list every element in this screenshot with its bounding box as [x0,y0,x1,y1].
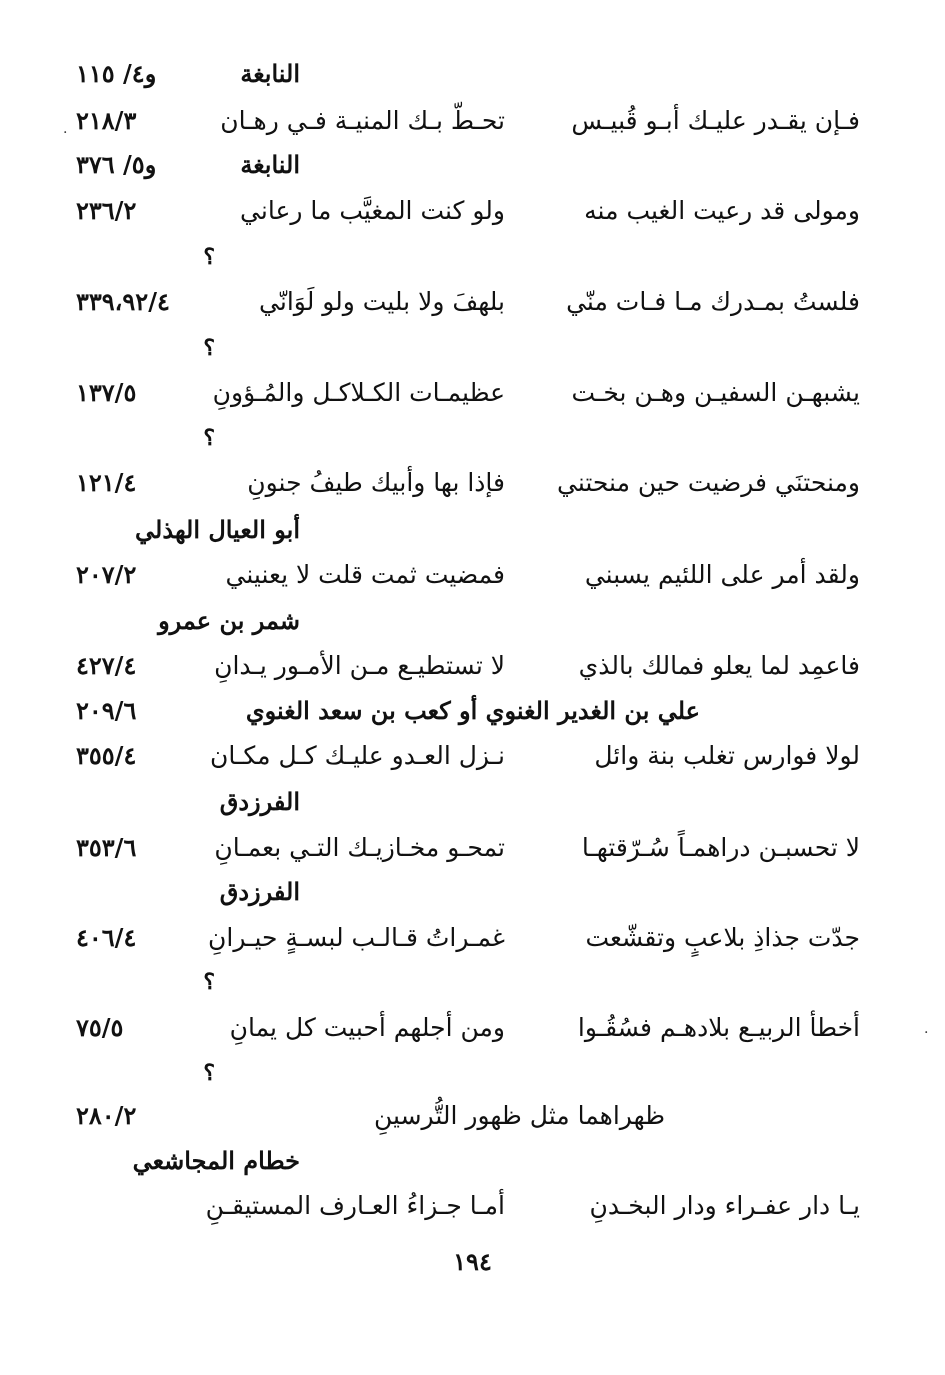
verse-row [60,734,860,778]
volume-page-reference: ٣٥٥/٤ [76,741,137,770]
first-hemistich: يـا دار عفـراء ودار البخـدنِ [589,1191,860,1220]
volume-page-reference: و٥/ ٣٧٦ [76,150,157,179]
poet-name: النابغة [240,150,300,179]
unknown-poet-mark: ؟ [203,244,215,270]
first-hemistich: لولا فوارس تغلب بنة وائل [594,741,860,770]
volume-page-reference: ٢٨٠/٢ [76,1101,137,1130]
verse-row [60,280,860,324]
poet-heading-row [60,870,860,914]
verse-row [60,916,860,960]
poet-heading-row [60,1139,860,1183]
verse-row [60,1006,860,1050]
poet-name: خطام المجاشعي [132,1146,300,1175]
unknown-poet-mark: ؟ [203,335,215,361]
verse-row [60,1094,860,1138]
poet-name: الفرزدق [219,877,300,906]
first-hemistich: ولقد أمر على اللئيم يسبني [584,560,860,589]
second-hemistich: فإذا بها وأبيك طيفُ جنونِ [247,468,505,497]
verse-row [60,99,860,143]
first-hemistich: لا تحسبـن دراهمـاً سُـرّقتهـا [581,833,860,862]
volume-page-reference: ٢٠٩/٦ [76,696,137,725]
second-hemistich: ومن أجلهم أحبيت كل يمانِ [229,1013,505,1042]
verse-row [60,644,860,688]
second-hemistich: لا تستطيـع مـن الأمـور يـدانِ [214,651,505,680]
poet-heading-row [60,689,860,733]
second-hemistich: غمـراتُ قـالـب لبسـةٍ حيـرانِ [208,923,505,952]
unknown-poet-row [60,960,860,1004]
second-hemistich: بلهفَ ولا بليت ولو لَوَانّي [259,287,505,316]
poet-heading-row [60,508,860,552]
poet-name: شمر بن عمرو [158,606,300,635]
verse-row [60,189,860,233]
volume-page-reference: ٧٥/٥ [76,1013,124,1042]
verse-row [60,371,860,415]
margin-dot: . [63,121,68,137]
poet-name: علي بن الغدير الغنوي أو كعب بن سعد الغنوي [245,696,700,725]
volume-page-reference: ٢٣٦/٢ [76,196,137,225]
unknown-poet-row [60,416,860,460]
unknown-poet-mark: ؟ [203,1060,215,1086]
volume-page-reference: و٤/ ١١٥ [76,59,157,88]
verse-row [60,461,860,505]
poet-heading-row [60,599,860,643]
second-hemistich: ولو كنت المغيَّب ما رعاني [240,196,505,225]
poet-name: أبو العيال الهذلي [135,515,300,544]
verse-row [60,553,860,597]
margin-dot: . [924,1021,929,1037]
volume-page-reference: ٤٠٦/٤ [76,923,137,952]
volume-page-reference: ٢١٨/٣ [76,106,137,135]
volume-page-reference: ٣٣٩،٩٢/٤ [76,287,170,316]
unknown-poet-mark: ؟ [203,425,215,451]
second-hemistich: عظيمـات الكـلاكـل والمُـؤونِ [212,378,505,407]
second-hemistich: تحـطّ بـك المنيـة فـي رهـان [220,106,505,135]
first-hemistich: فـإن يقـدر عليـك أبـو قُبيـس [571,106,860,135]
first-hemistich: فلستُ بمـدرك مـا فـات منّي [566,287,860,316]
first-hemistich: يشبهـن السفيـن وهـن بخـت [571,378,860,407]
first-hemistich: جدّت جذاذِ بلاعبٍ وتقشّعت [585,923,860,952]
unknown-poet-row [60,1051,860,1095]
second-hemistich: نـزل العـدو عليـك كـل مكـان [210,741,505,770]
volume-page-reference: ١٣٧/٥ [76,378,137,407]
poet-name: النابغة [240,59,300,88]
volume-page-reference: ١٢١/٤ [76,468,137,497]
page-number: ١٩٤ [453,1247,492,1276]
verse-row [60,1184,860,1228]
volume-page-reference: ٢٠٧/٢ [76,560,137,589]
poet-heading-row [60,780,860,824]
second-hemistich: تمحـو مخـازيـك التـي بعمـانِ [214,833,505,862]
second-hemistich: أمـا جـزاءُ العـارف المستيقـنِ [205,1191,505,1220]
unknown-poet-mark: ؟ [203,969,215,995]
volume-page-reference: ٣٥٣/٦ [76,833,137,862]
second-hemistich: فمضيت ثمت قلت لا يعنيني [225,560,505,589]
unknown-poet-row [60,326,860,370]
poet-name: الفرزدق [219,787,300,816]
volume-page-reference: ٤٢٧/٤ [76,651,137,680]
poet-heading-row [60,143,860,187]
first-hemistich: ومنحتنَي فرضيت حين منحتني [556,468,860,497]
verse-row [60,826,860,870]
first-hemistich: ومولى قد رعيت الغيب منه [584,196,860,225]
first-hemistich: أخطأ الربيـع بلادهـم فسُقُـوا [577,1013,860,1042]
first-hemistich: فاعمِد لما يعلو فمالك بالذي [578,651,860,680]
unknown-poet-row [60,235,860,279]
single-hemistich: ظهراهما مثل ظهور التُّرسينِ [374,1101,665,1130]
poet-heading-row [60,52,860,96]
